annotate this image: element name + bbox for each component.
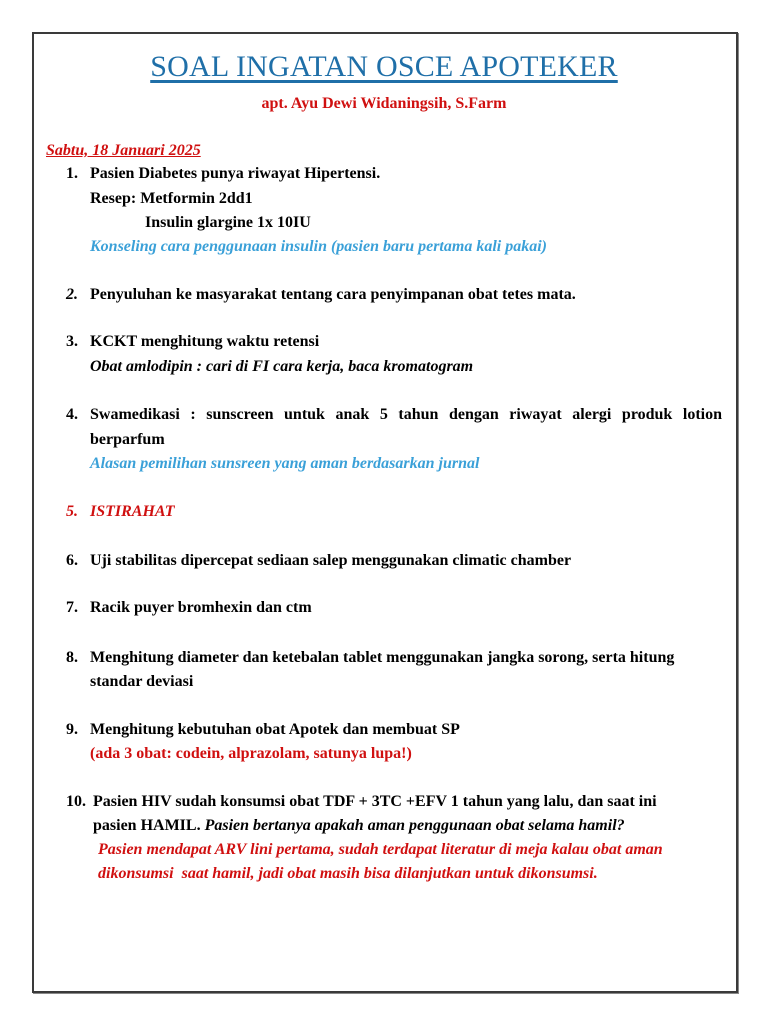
item-9-number: 9. [66,721,78,738]
item-1-number: 1. [66,165,78,182]
item-3-note: Obat amlodipin : cari di FI cara kerja, baca kromatogram [90,358,474,375]
item-4-number: 4. [66,406,78,423]
item-2-text: Penyuluhan ke masyarakat tentang cara penyimpanan obat tetes mata. [90,286,576,303]
item-7-number: 7. [66,599,78,616]
item-10-note: Pasien mendapat ARV lini pertama, sudah terdapat literatur di meja kalau obat aman [98,841,663,858]
item-10-text-cont [93,817,625,835]
author-name: apt. Ayu Dewi Widaningsih, S.Farm [261,95,507,112]
item-3-number: 3. [66,333,78,350]
item-9-note: (ada 3 obat: codein, alprazolam, satunya lupa!) [90,745,412,762]
item-6-number: 6. [66,552,78,569]
item-10-question: Pasien bertanya apakah aman penggunaan obat selama hamil? [200,817,625,834]
item-10-text: Pasien HIV sudah konsumsi obat TDF + 3TC +EFV 1 tahun yang lalu, dan saat ini [93,793,657,810]
item-10-hamil: pasien HAMIL. [93,817,201,834]
item-4-text-cont: berparfum [90,431,165,448]
item-10-number: 10. [66,793,86,810]
item-1-line-1: Pasien Diabetes punya riwayat Hipertensi. [90,165,381,182]
item-8-text: Menghitung diameter dan ketebalan tablet menggunakan jangka sorong, serta hitung [90,649,675,666]
item-3-text: KCKT menghitung waktu retensi [90,333,320,350]
item-9-text: Menghitung kebutuhan obat Apotek dan membuat SP [90,721,460,738]
item-2-number: 2. [66,286,78,303]
item-5-number: 5. [66,503,78,520]
item-1-line-2: Resep: Metformin 2dd1 [90,190,253,207]
exam-date: Sabtu, 18 Januari 2025 [46,142,201,159]
item-1-note: Konseling cara penggunaan insulin (pasien baru pertama kali pakai) [90,238,547,255]
item-1-line-3: Insulin glargine 1x 10IU [145,214,311,231]
document-title: SOAL INGATAN OSCE APOTEKER [150,50,618,83]
item-5-text: ISTIRAHAT [90,503,175,520]
item-8-text-cont: standar deviasi [90,673,194,690]
item-10-note-cont: dikonsumsi saat hamil, jadi obat masih bisa dilanjutkan untuk dikonsumsi. [98,865,598,882]
item-8-number: 8. [66,649,78,666]
item-4-text: Swamedikasi : sunscreen untuk anak 5 tahun dengan riwayat alergi produk lotion [90,406,722,423]
item-7-text: Racik puyer bromhexin dan ctm [90,599,312,616]
item-6-text: Uji stabilitas dipercepat sediaan salep menggunakan climatic chamber [90,552,572,569]
item-4-note: Alasan pemilihan sunsreen yang aman berdasarkan jurnal [90,455,480,472]
